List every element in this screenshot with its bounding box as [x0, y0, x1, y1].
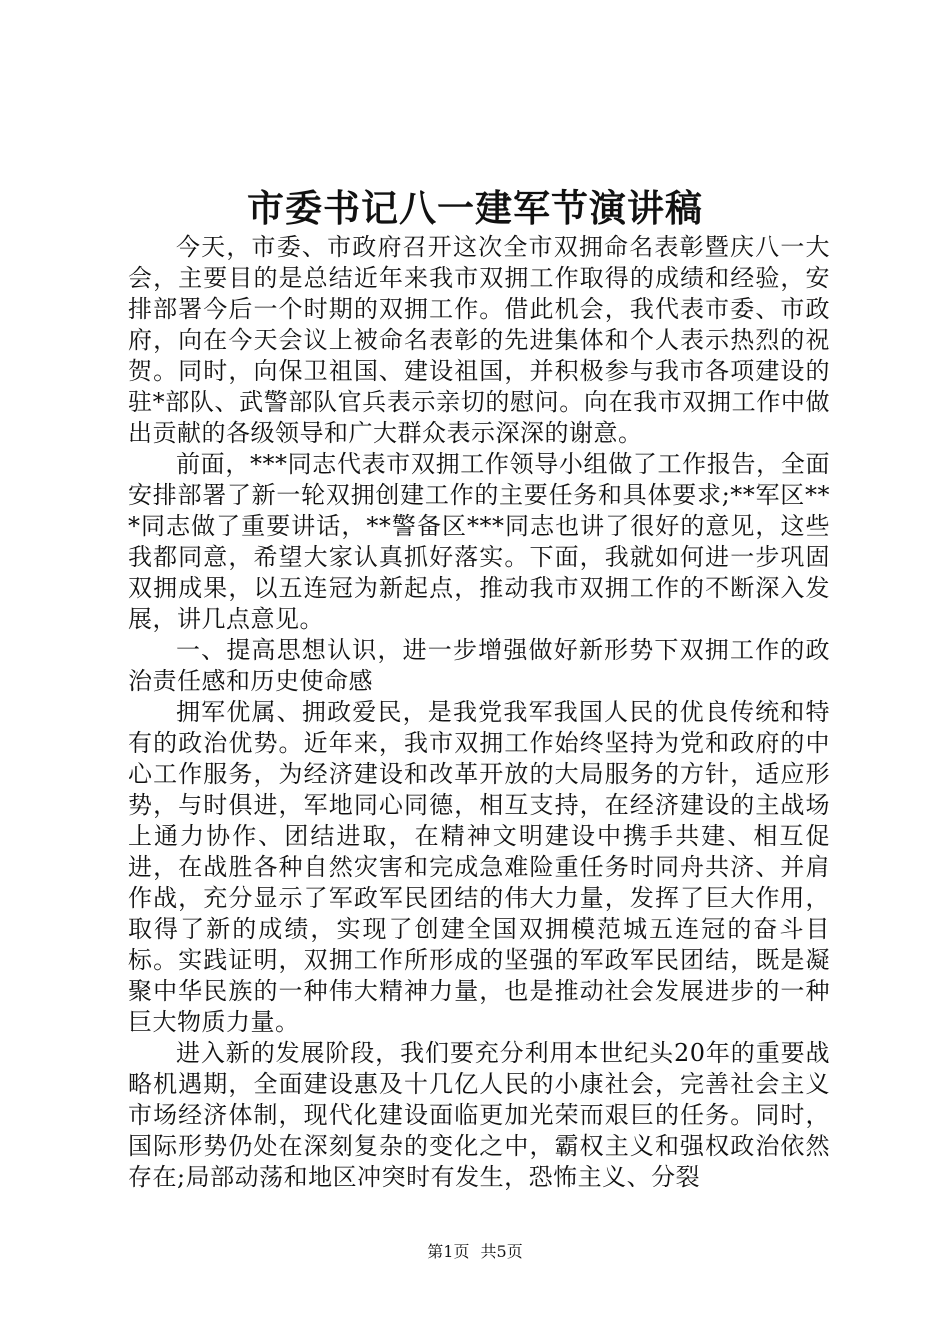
page-total: 共5页	[480, 1242, 523, 1261]
paragraph-new-stage: 进入新的发展阶段，我们要充分利用本世纪头20年的重要战略机遇期，全面建设惠及十几亿人民的小康社会，完善社会主义市场经济体制，现代化建设面临更加光荣而艰巨的任务。同时，国际形势仍处在深刻复杂的变化之中，霸权主义和强权政治依然存在;局部动荡和地区冲突时有发生，恐怖主义、分裂	[128, 1039, 830, 1191]
section-heading-1: 一、提高思想认识，进一步增强做好新形势下双拥工作的政治责任感和历史使命感	[128, 636, 830, 695]
document-title: 市委书记八一建军节演讲稿	[247, 186, 703, 230]
paragraph-agenda: 前面，***同志代表市双拥工作领导小组做了工作报告，全面安排部署了新一轮双拥创建工作的主要任务和具体要求;**军区***同志做了重要讲话，**警备区***同志也讲了很好的意见，这些我都同意，希望大家认真抓好落实。下面，我就如何进一步巩固双拥成果，以五连冠为新起点，推动我市双拥工作的不断深入发展，讲几点意见。	[128, 450, 830, 633]
paragraph-opening: 今天，市委、市政府召开这次全市双拥命名表彰暨庆八一大会，主要目的是总结近年来我市双拥工作取得的成绩和经验，安排部署今后一个时期的双拥工作。借此机会，我代表市委、市政府，向在今天会议上被命名表彰的先进集体和个人表示热烈的祝贺。同时，向保卫祖国、建设祖国，并积极参与我市各项建设的驻*部队、武警部队官兵表示亲切的慰问。向在我市双拥工作中做出贡献的各级领导和广大群众表示深深的谢意。	[128, 233, 830, 447]
page-number: 第1页	[427, 1242, 470, 1261]
document-body	[128, 232, 830, 1193]
page-footer	[0, 1241, 950, 1263]
paragraph-tradition: 拥军优属、拥政爱民，是我党我军我国人民的优良传统和特有的政治优势。近年来，我市双拥工作始终坚持为党和政府的中心工作服务，为经济建设和改革开放的大局服务的方针，适应形势，与时俱进，军地同心同德，相互支持，在经济建设的主战场上通力协作、团结进取，在精神文明建设中携手共建、相互促进，在战胜各种自然灾害和完成急难险重任务时同舟共济、并肩作战，充分显示了军政军民团结的伟大力量，发挥了巨大作用，取得了新的成绩，实现了创建全国双拥模范城五连冠的奋斗目标。实践证明，双拥工作所形成的坚强的军政军民团结，既是凝聚中华民族的一种伟大精神力量，也是推动社会发展进步的一种巨大物质力量。	[128, 698, 830, 1036]
